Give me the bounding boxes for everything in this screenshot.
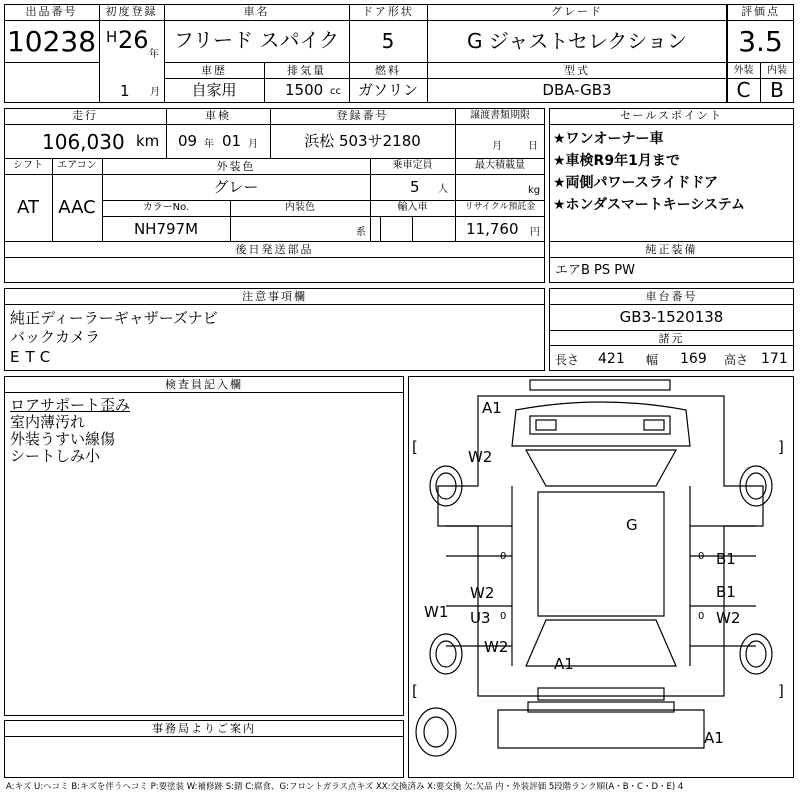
mark-left-u3: U3 bbox=[470, 609, 491, 627]
zero-left: 0 bbox=[500, 551, 507, 562]
sales-points-label: セールスポイント bbox=[619, 109, 723, 122]
model: DBA-GB3 bbox=[542, 81, 612, 99]
fuel-label: 燃料 bbox=[375, 64, 401, 77]
width: 169 bbox=[680, 351, 707, 367]
notes-label: 注意事項欄 bbox=[242, 290, 307, 303]
first-reg-label: 初度登録 bbox=[105, 5, 158, 18]
zero-left-lower: 0 bbox=[500, 611, 507, 622]
ac: AAC bbox=[58, 197, 96, 218]
hood-shape bbox=[512, 402, 690, 446]
inspector-line-1: ロアサポート歪み bbox=[10, 396, 131, 414]
bracket-fr: ] bbox=[778, 438, 784, 456]
color-no: NH797M bbox=[133, 220, 199, 238]
lot-no: 10238 bbox=[6, 25, 97, 58]
bracket-rl: [ bbox=[412, 682, 418, 700]
capacity: 5 bbox=[410, 178, 420, 196]
int-grade: B bbox=[770, 78, 784, 102]
rear-window-shape bbox=[526, 620, 676, 666]
mark-rear-a1: A1 bbox=[554, 655, 574, 673]
mileage-unit: km bbox=[136, 132, 160, 150]
width-label: 幅 bbox=[646, 353, 659, 367]
inspection-year-unit: 年 bbox=[204, 139, 214, 150]
height: 171 bbox=[761, 351, 788, 367]
transfer-day-unit: 日 bbox=[528, 141, 538, 152]
import-label: 輸入車 bbox=[397, 202, 428, 213]
door-label: ドア形状 bbox=[362, 5, 414, 18]
displacement-unit: cc bbox=[330, 86, 341, 97]
history: 自家用 bbox=[191, 81, 237, 99]
mark-front-a1: A1 bbox=[482, 399, 502, 417]
bracket-rr: ] bbox=[778, 682, 784, 700]
mark-left-w2-upper: W2 bbox=[470, 584, 495, 602]
chassis-number: GB3-1520138 bbox=[619, 308, 724, 326]
era: H bbox=[106, 28, 118, 46]
ac-label: エアコン bbox=[57, 160, 97, 171]
mark-right-w2: W2 bbox=[716, 609, 741, 627]
ext-grade-label: 外装 bbox=[733, 65, 754, 76]
grade: G ジャストセレクション bbox=[466, 29, 688, 53]
mark-left-rear-w2: W2 bbox=[484, 638, 509, 656]
recycle: 11,760 bbox=[466, 220, 519, 238]
sales-point-4: ★ホンダスマートキーシステム bbox=[553, 197, 746, 213]
displacement-label: 排気量 bbox=[287, 64, 326, 77]
inspection-month-unit: 月 bbox=[248, 139, 258, 150]
plate: 浜松 503サ2180 bbox=[304, 132, 421, 150]
sales-point-3: ★両側パワースライドドア bbox=[553, 175, 719, 191]
model-label: 型式 bbox=[564, 64, 590, 77]
capacity-label: 乗車定員 bbox=[392, 160, 433, 171]
zero-right-lower: 0 bbox=[698, 611, 705, 622]
recycle-unit: 円 bbox=[530, 227, 540, 238]
equipment-label: 純正装備 bbox=[645, 243, 698, 256]
car-name-label: 車名 bbox=[243, 5, 270, 18]
reg-month: 1 bbox=[120, 82, 130, 100]
spare-tire-shape bbox=[416, 708, 456, 756]
inspection-month: 01 bbox=[222, 132, 242, 150]
windshield-shape bbox=[526, 450, 676, 486]
shift-label: シフト bbox=[13, 160, 43, 171]
inspector-line-2: 室内薄汚れ bbox=[10, 413, 86, 431]
wheel-rear-left-shape bbox=[430, 634, 462, 674]
mark-front-left-w2: W2 bbox=[468, 448, 493, 466]
legend: A:キズ U:ヘコミ B:キズを伴うヘコミ P:要塗装 W:補修跡 S:錆 C:腐食、G:フロントガラス点キズ XX:交換済み X:要交換 欠:欠品 内・外装評価 5段階ランク順(A・B・C・D・E) 4 bbox=[6, 782, 684, 792]
capacity-unit: 人 bbox=[438, 184, 448, 195]
load-unit: kg bbox=[528, 185, 541, 196]
mark-trunk-a1: A1 bbox=[704, 729, 724, 747]
note-line-1: 純正ディーラーギャザーズナビ bbox=[10, 309, 218, 327]
mileage-label: 走行 bbox=[72, 109, 98, 122]
office-label: 事務局よりご案内 bbox=[152, 722, 256, 735]
car-diagram bbox=[408, 376, 794, 778]
reg-year-unit: 年 bbox=[149, 49, 159, 60]
load-label: 最大積載量 bbox=[475, 160, 525, 171]
length-label: 長さ bbox=[555, 353, 580, 367]
mark-right-door-b1: B1 bbox=[716, 550, 736, 568]
reg-year: 26 bbox=[118, 26, 149, 54]
mark-left-w1: W1 bbox=[424, 603, 449, 621]
doors: 5 bbox=[381, 29, 395, 53]
history-label: 車歴 bbox=[201, 64, 227, 77]
recycle-label: リサイクル預託金 bbox=[464, 202, 536, 212]
note-line-3: ETC bbox=[10, 348, 57, 366]
inspection-year: 09 bbox=[178, 132, 198, 150]
equipment: エアB PS PW bbox=[555, 263, 635, 278]
color-label: 外装色 bbox=[216, 160, 256, 173]
car-name: フリード スパイク bbox=[173, 28, 340, 52]
length: 421 bbox=[598, 351, 625, 367]
chassis-label: 車台番号 bbox=[645, 290, 698, 303]
grade-label: グレード bbox=[551, 5, 603, 18]
transfer-month-unit: 月 bbox=[492, 141, 502, 152]
displacement: 1500 bbox=[285, 81, 324, 99]
mileage: 106,030 bbox=[42, 130, 125, 154]
dimensions-label: 諸元 bbox=[658, 332, 685, 345]
interior-color-unit: 系 bbox=[356, 227, 366, 238]
sales-point-1: ★ワンオーナー車 bbox=[553, 131, 664, 147]
later-parts-label: 後日発送部品 bbox=[235, 243, 314, 256]
score: 3.5 bbox=[738, 25, 783, 58]
color-no-label: カラーNo. bbox=[142, 202, 190, 213]
zero-right: 0 bbox=[698, 551, 705, 562]
reg-month-unit: 月 bbox=[150, 87, 160, 98]
inspector-line-3: 外装うすい線傷 bbox=[10, 430, 116, 448]
mark-roof-g: G bbox=[626, 516, 638, 534]
trunk-shape bbox=[498, 710, 704, 748]
mark-right-rear-b1: B1 bbox=[716, 583, 736, 601]
sales-point-2: ★車検R9年1月まで bbox=[553, 153, 680, 169]
note-line-2: バックカメラ bbox=[10, 328, 101, 346]
interior-color-label: 内装色 bbox=[285, 202, 315, 213]
lot-no-label: 出品番号 bbox=[25, 5, 78, 18]
rear-bumper-shape bbox=[538, 688, 664, 700]
height-label: 高さ bbox=[724, 353, 749, 367]
int-grade-label: 内装 bbox=[767, 65, 787, 76]
shift: AT bbox=[17, 197, 39, 218]
roof-shape bbox=[538, 492, 664, 616]
ext-grade: C bbox=[736, 78, 751, 102]
inspector-line-4: シートしみ小 bbox=[10, 447, 101, 465]
inspection-label: 車検 bbox=[205, 109, 231, 122]
grille-shape bbox=[530, 416, 670, 434]
color: グレー bbox=[213, 178, 259, 196]
wheel-rear-right-shape bbox=[740, 634, 772, 674]
plate-label: 登録番号 bbox=[336, 109, 389, 122]
transfer-label: 譲渡書類期限 bbox=[470, 110, 530, 121]
inspector-label: 検査員記入欄 bbox=[165, 378, 243, 391]
front-bumper-shape bbox=[530, 380, 670, 390]
bracket-fl: [ bbox=[412, 438, 418, 456]
fuel: ガソリン bbox=[357, 81, 418, 99]
score-label: 評価点 bbox=[741, 5, 780, 18]
